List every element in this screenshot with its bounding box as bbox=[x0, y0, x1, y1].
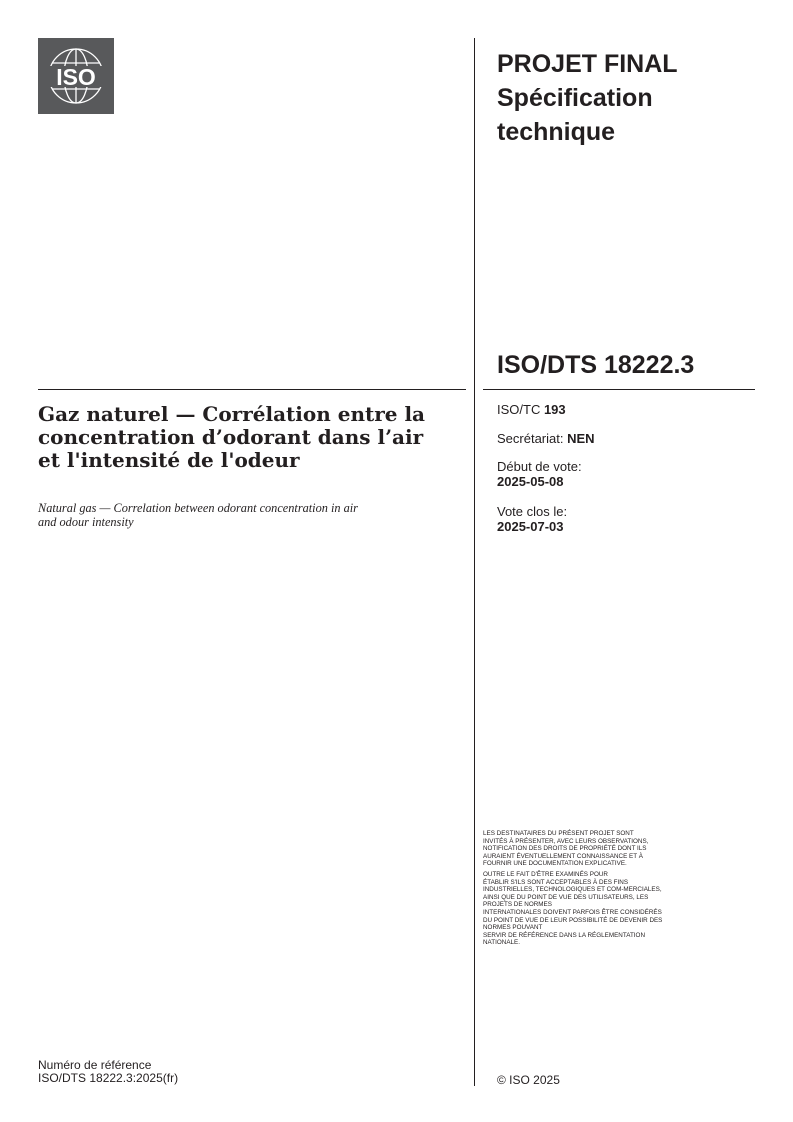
notice-line: SERVIR DE RÉFÉRENCE DANS LA RÉGLEMENTATION bbox=[483, 931, 646, 939]
vote-end-label: Vote clos le: bbox=[497, 504, 568, 519]
notice-line: NATIONALE. bbox=[483, 939, 520, 947]
notice-paragraph bbox=[483, 830, 753, 868]
vote-end bbox=[497, 504, 567, 534]
secretariat-value: NEN bbox=[567, 431, 595, 446]
vertical-divider bbox=[474, 38, 475, 1086]
technical-committee bbox=[497, 402, 566, 417]
notice-paragraph bbox=[483, 871, 753, 947]
notice-line: NOTIFICATION DES DROITS DE PROPRIÉTÉ DONT ILS bbox=[483, 845, 647, 853]
notice-line: DU POINT DE VUE DE LEUR POSSIBILITÉ DE DEVENIR DES bbox=[483, 916, 663, 924]
english-title-line: and odour intensity bbox=[38, 515, 134, 529]
reference-title: ISO/DTS 18222.3 bbox=[497, 351, 695, 379]
doc-type-line: technique bbox=[497, 118, 616, 146]
doc-type-line: Spécification bbox=[497, 84, 653, 112]
notice-line: INVITÉS À PRÉSENTER, AVEC LEURS OBSERVATIONS, bbox=[483, 837, 649, 845]
iso-globe-icon bbox=[38, 38, 114, 114]
notice-line: FOURNIR UNE DOCUMENTATION EXPLICATIVE. bbox=[483, 860, 627, 868]
vote-start bbox=[497, 459, 582, 489]
ref-number-value: ISO/DTS 18222.3:2025(fr) bbox=[38, 1071, 179, 1085]
recipients-notice bbox=[483, 830, 753, 950]
vote-start-label: Début de vote: bbox=[497, 459, 582, 474]
notice-line: INTERNATIONALES DOIVENT PARFOIS ÊTRE CONSIDÉRÉS bbox=[483, 908, 662, 916]
vote-start-date: 2025-05-08 bbox=[497, 474, 564, 489]
french-title-line: concentration d’odorant dans l’air bbox=[38, 425, 424, 449]
logo-text: ISO bbox=[56, 64, 96, 90]
notice-line: PROJETS DE NORMES bbox=[483, 901, 552, 909]
notice-line: ÉTABLIR S'ILS SONT ACCEPTABLES À DES FINS bbox=[483, 878, 629, 886]
tc-value: 193 bbox=[543, 402, 566, 417]
doc-type-line: PROJET FINAL bbox=[497, 50, 678, 78]
notice-line: AINSI QUE DU POINT DE VUE DES UTILISATEURS, LES bbox=[483, 893, 649, 901]
reference-number bbox=[38, 1059, 178, 1085]
notice-line: AURAIENT ÉVENTUELLEMENT CONNAISSANCE ET À bbox=[483, 852, 643, 860]
english-title bbox=[38, 501, 458, 529]
right-horizontal-divider bbox=[483, 389, 755, 390]
iso-logo bbox=[38, 38, 114, 114]
notice-line: OUTRE LE FAIT D'ÊTRE EXAMINÉS POUR bbox=[483, 870, 608, 878]
french-title-line: et l'intensité de l'odeur bbox=[38, 448, 300, 472]
ref-number-label: Numéro de référence bbox=[38, 1058, 152, 1072]
french-title-line: Gaz naturel — Corrélation entre la bbox=[38, 402, 426, 426]
copyright: © ISO 2025 bbox=[497, 1073, 560, 1087]
french-title bbox=[38, 403, 458, 472]
notice-line: INDUSTRIELLES, TECHNOLOGIQUES ET COM-MERCIALES, bbox=[483, 886, 662, 894]
notice-line: NORMES POUVANT bbox=[483, 924, 543, 932]
left-horizontal-divider bbox=[38, 389, 466, 390]
english-title-line: Natural gas — Correlation between odorant concentration in air bbox=[38, 501, 358, 515]
vote-end-date: 2025-07-03 bbox=[497, 519, 564, 534]
document-type bbox=[497, 47, 747, 149]
tc-label: ISO/TC bbox=[497, 402, 544, 417]
secretariat-label: Secrétariat: bbox=[497, 431, 568, 446]
notice-line: LES DESTINATAIRES DU PRÉSENT PROJET SONT bbox=[483, 830, 634, 837]
secretariat bbox=[497, 431, 595, 446]
